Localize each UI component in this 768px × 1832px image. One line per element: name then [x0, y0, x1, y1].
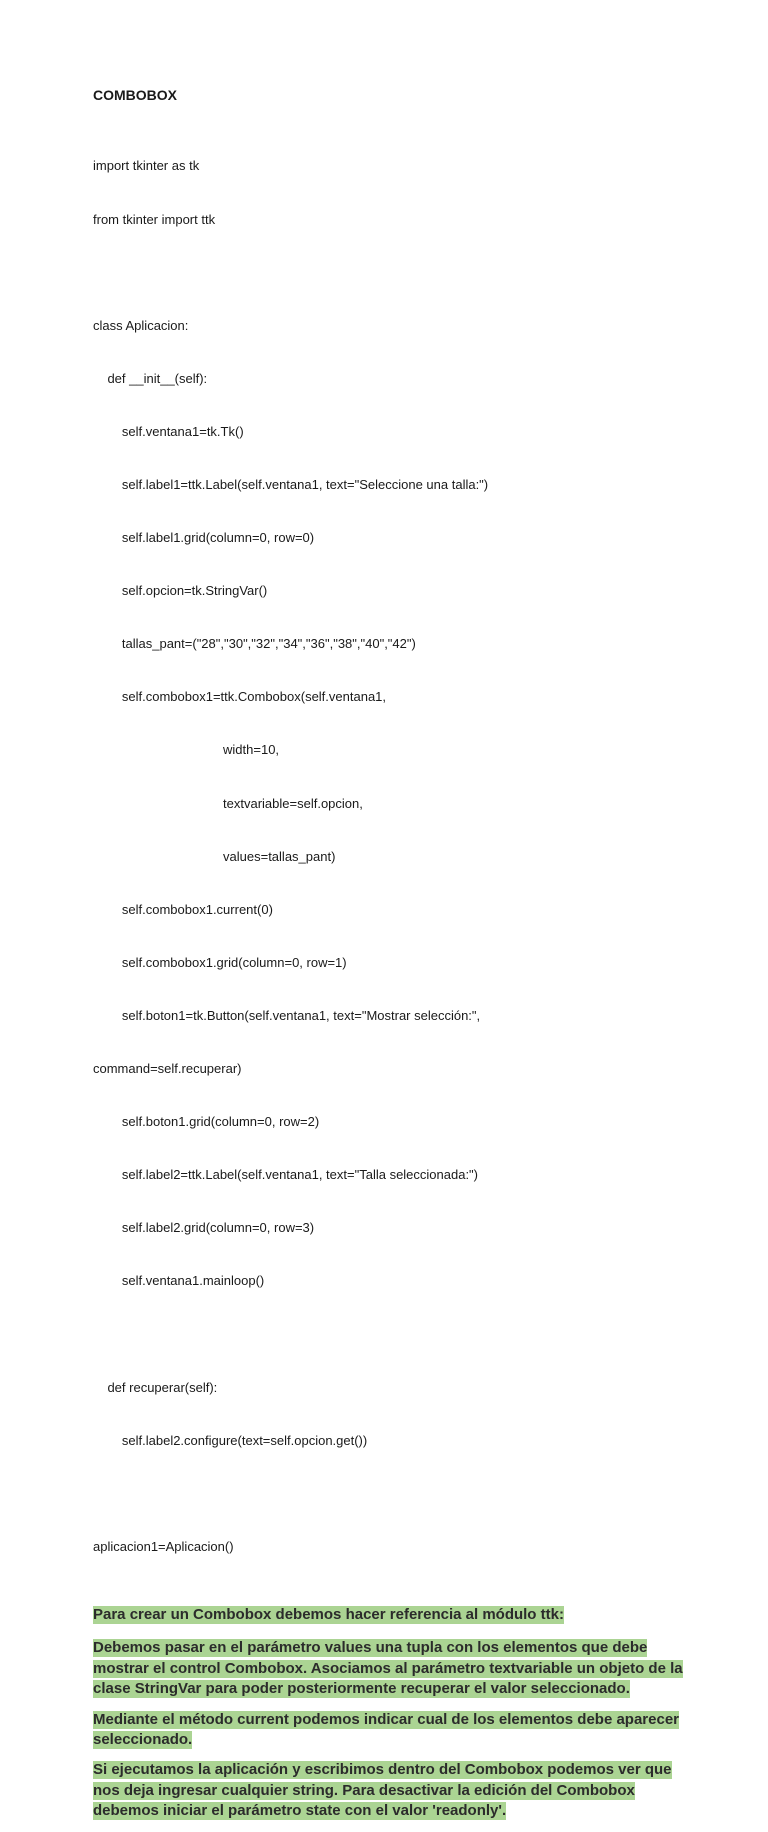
code-line: self.boton1.grid(column=0, row=2)	[93, 1114, 320, 1130]
code-block	[93, 122, 693, 1591]
code-line: class Aplicacion:	[93, 317, 189, 333]
highlighted-text: Para crear un Combobox debemos hacer referencia al módulo ttk:	[93, 1605, 564, 1623]
code-line: from tkinter import ttk	[93, 211, 216, 227]
code-line: textvariable=self.opcion,	[93, 795, 363, 811]
code-line: self.label2.configure(text=self.opcion.get())	[93, 1432, 368, 1448]
note-paragraph	[93, 1605, 683, 1625]
note-paragraph	[93, 1638, 683, 1699]
code-line: self.ventana1=tk.Tk()	[93, 423, 244, 439]
code-line: aplicacion1=Aplicacion()	[93, 1538, 234, 1554]
code-line: values=tallas_pant)	[93, 848, 336, 864]
highlighted-text: Debemos pasar en el parámetro values una tupla con los elementos que debe mostrar el control Combobox. Asociamos al parámetro textvariable un objeto de la clase StringVar para poder posteriormente recuperar el valor seleccionado.	[93, 1639, 683, 1698]
code-line: self.label1.grid(column=0, row=0)	[93, 530, 315, 546]
note-paragraph	[93, 1760, 683, 1821]
code-line: self.combobox1=ttk.Combobox(self.ventana1,	[93, 689, 387, 705]
highlighted-text: Mediante el método current podemos indicar cual de los elementos debe aparecer seleccionado.	[93, 1710, 680, 1748]
code-line: self.ventana1.mainloop()	[93, 1273, 265, 1289]
highlighted-text: Si ejecutamos la aplicación y escribimos dentro del Combobox podemos ver que nos deja ingresar cualquier string. Para desactivar la edición del Combobox debemos iniciar el parámetro state con el valor 'readonly'.	[93, 1761, 672, 1820]
code-line: self.label2=ttk.Label(self.ventana1, text="Talla seleccionada:")	[93, 1167, 479, 1183]
note-paragraph	[93, 1710, 683, 1751]
document-heading: COMBOBOX	[93, 87, 177, 103]
code-line: self.combobox1.grid(column=0, row=1)	[93, 954, 347, 970]
code-line: import tkinter as tk	[93, 158, 200, 174]
code-line: self.combobox1.current(0)	[93, 901, 273, 917]
code-line: self.opcion=tk.StringVar()	[93, 583, 268, 599]
code-line	[93, 1485, 693, 1503]
code-line: def recuperar(self):	[93, 1379, 218, 1395]
code-line: self.label2.grid(column=0, row=3)	[93, 1220, 315, 1236]
highlighted-notes	[93, 1605, 693, 1822]
code-line	[93, 1325, 693, 1343]
code-line: def __init__(self):	[93, 370, 208, 386]
code-line: width=10,	[93, 742, 280, 758]
code-line: command=self.recuperar)	[93, 1061, 242, 1076]
code-line	[93, 264, 693, 282]
code-line: self.label1=ttk.Label(self.ventana1, text="Seleccione una talla:")	[93, 476, 489, 492]
code-line: self.boton1=tk.Button(self.ventana1, text="Mostrar selección:",	[93, 1007, 481, 1023]
document-page	[93, 86, 693, 1832]
code-line: tallas_pant=("28","30","32","34","36","38","40","42")	[93, 636, 416, 652]
